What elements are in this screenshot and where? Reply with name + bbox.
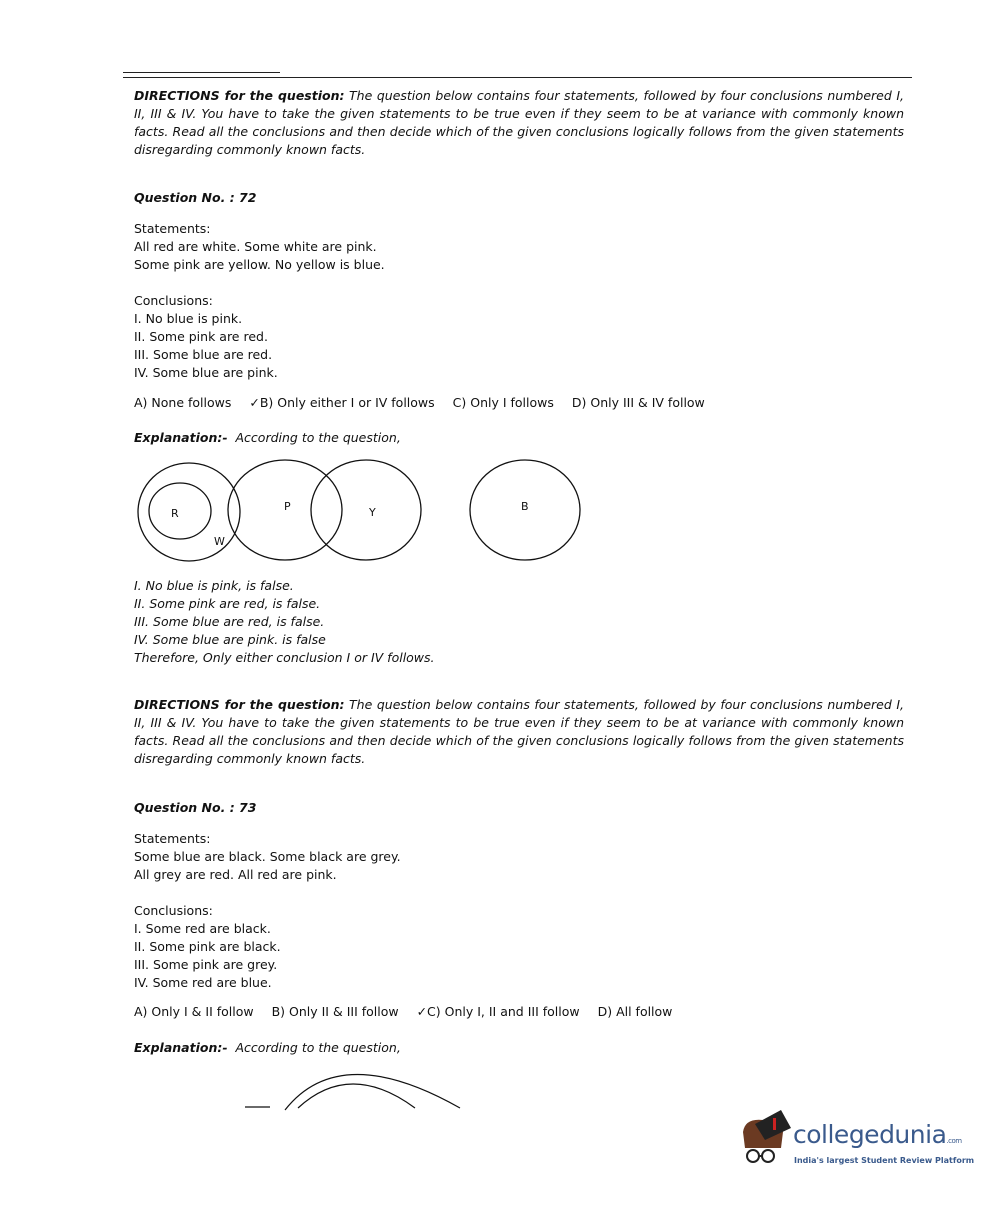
explanation-line: I. No blue is pink, is false. [134, 578, 294, 593]
explanation-line: III. Some blue are red, is false. [134, 614, 325, 629]
option: B) Only II & III follow [271, 1004, 399, 1019]
statement: Some pink are yellow. No yellow is blue. [134, 257, 385, 272]
conclusion: IV. Some red are blue. [134, 975, 272, 990]
directions-text: The question below contains four statements, followed by four conclusions numbered I, II, III & IV. You have to take the given statements to be true even if they seem to be at variance with commonly known facts. Read all the conclusions and then decide which of the given conclusions logically follows from the given statements disregarding commonly known facts. [134, 697, 904, 766]
venn-diagram-partial [0, 1050, 500, 1120]
logo-suffix: .com [946, 1137, 962, 1145]
explanation-intro: According to the question, [235, 1040, 401, 1055]
venn-diagram [0, 0, 993, 600]
conclusion: III. Some pink are grey. [134, 957, 278, 972]
statements-label: Statements: [134, 831, 211, 846]
conclusions-label: Conclusions: [134, 293, 213, 308]
options [134, 1004, 686, 1019]
conclusion: I. Some red are black. [134, 921, 271, 936]
logo-name: collegedunia [793, 1120, 947, 1149]
option: A) None follows [134, 395, 232, 410]
explanation-lines [134, 577, 435, 667]
option: C) Only I follows [452, 395, 554, 410]
conclusion: III. Some blue are red. [134, 347, 273, 362]
explanation-intro: According to the question, [235, 430, 401, 445]
directions-text: The question below contains four statements, followed by four conclusions numbered I, II, III & IV. You have to take the given statements to be true even if they seem to be at variance with commonly known facts. Read all the conclusions and then decide which of the given conclusions logically follows from the given statements disregarding commonly known facts. [134, 88, 904, 157]
conclusion: IV. Some blue are pink. [134, 365, 278, 380]
label-r: R [171, 507, 179, 520]
statements-label: Statements: [134, 221, 211, 236]
mascot-icon [735, 1110, 793, 1170]
explanation-label: Explanation:- [134, 430, 228, 445]
explanation-line: Therefore, Only either conclusion I or IV follows. [134, 650, 435, 665]
option: A) Only I & II follow [134, 1004, 254, 1019]
question-number: Question No. : 73 [134, 800, 257, 815]
conclusions-label: Conclusions: [134, 903, 213, 918]
option: D) All follow [597, 1004, 673, 1019]
label-w: W [214, 535, 225, 548]
explanation-line: IV. Some blue are pink. is false [134, 632, 326, 647]
option-correct: ✓C) Only I, II and III follow [416, 1004, 580, 1019]
conclusion: II. Some pink are black. [134, 939, 281, 954]
label-y: Y [369, 506, 376, 519]
conclusion: I. No blue is pink. [134, 311, 243, 326]
statement: Some blue are black. Some black are grey. [134, 849, 401, 864]
label-p: P [284, 500, 291, 513]
option-correct: ✓B) Only either I or IV follows [249, 395, 435, 410]
directions [134, 696, 904, 768]
question-number: Question No. : 72 [134, 190, 257, 205]
circle-red [149, 483, 211, 539]
collegedunia-logo [735, 1110, 975, 1180]
statement: All grey are red. All red are pink. [134, 867, 337, 882]
circle-yellow [311, 460, 421, 560]
option: D) Only III & IV follow [571, 395, 705, 410]
directions-label: DIRECTIONS for the question: [134, 697, 345, 712]
statements [134, 830, 401, 884]
explanation-label: Explanation:- [134, 1040, 228, 1055]
conclusion: II. Some pink are red. [134, 329, 268, 344]
logo-wordmark [793, 1120, 962, 1149]
statement: All red are white. Some white are pink. [134, 239, 377, 254]
conclusions [134, 902, 281, 992]
directions-label: DIRECTIONS for the question: [134, 88, 345, 103]
explanation-line: II. Some pink are red, is false. [134, 596, 321, 611]
logo-tagline: India's largest Student Review Platform [794, 1156, 975, 1165]
label-b: B [521, 500, 529, 513]
